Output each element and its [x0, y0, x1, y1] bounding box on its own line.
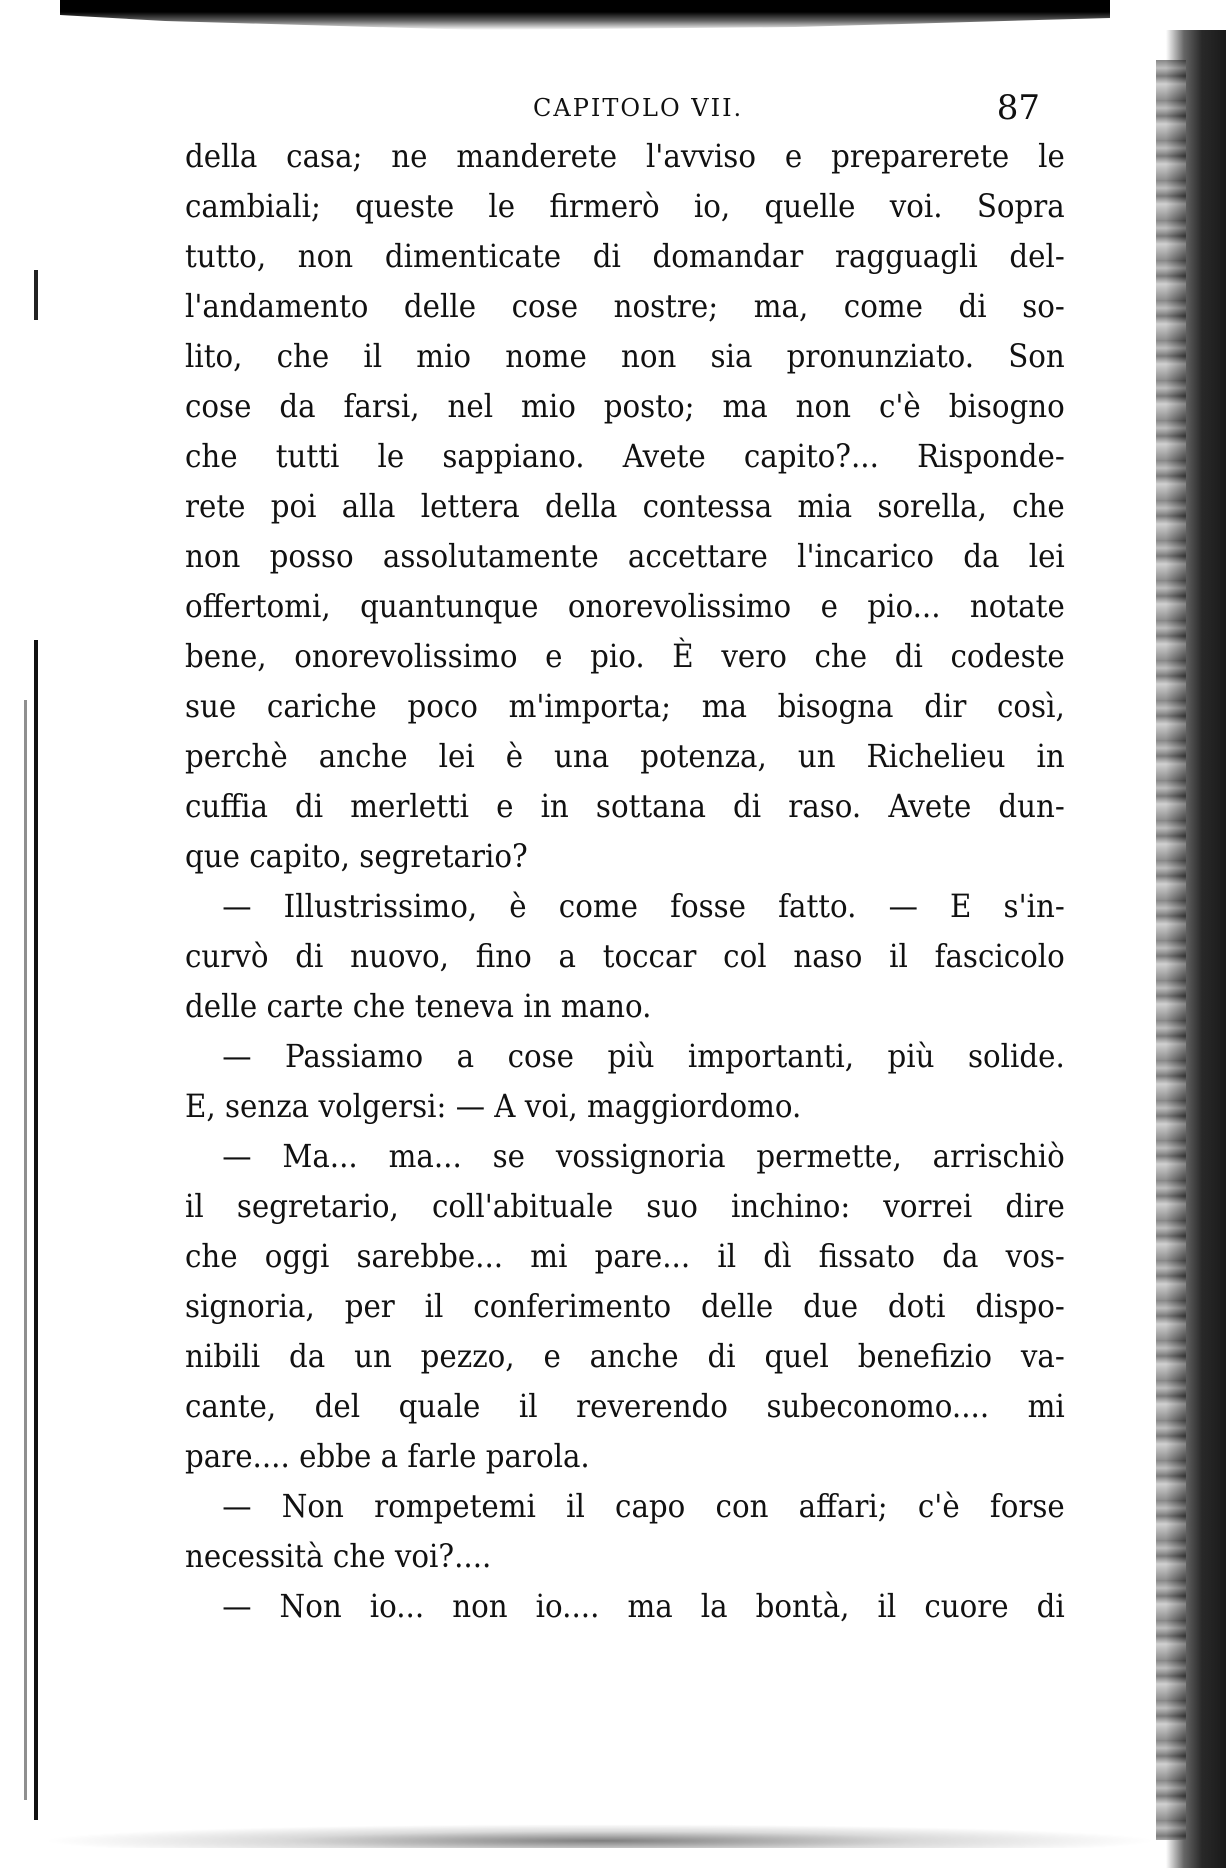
scan-edge-bottom [40, 1824, 1160, 1848]
text-line: perchè anche lei è una potenza, un Richelieu in [185, 739, 1065, 775]
text-line: — Ma... ma... se vossignoria permette, arrischiò [222, 1139, 1065, 1175]
text-line: E, senza volgersi: — A voi, maggiordomo. [185, 1089, 802, 1125]
text-line: — Illustrissimo, è come fosse fatto. — E s'in- [222, 889, 1065, 925]
text-line: sue cariche poco m'importa; ma bisogna dir così, [185, 689, 1065, 725]
running-title: CAPITOLO VII. [533, 94, 744, 122]
text-line: tutto, non dimenticate di domandar ragguagli del- [185, 239, 1065, 275]
text-line: il segretario, coll'abituale suo inchino: vorrei dire [185, 1189, 1065, 1225]
text-line: — Non io... non io.... ma la bontà, il cuore di [222, 1589, 1065, 1625]
text-line: bene, onorevolissimo e pio. È vero che di codeste [185, 639, 1065, 675]
scan-edge-right-texture [1156, 60, 1186, 1840]
scan-edge-left [34, 640, 38, 1820]
page-number: 87 [996, 88, 1040, 128]
text-line: — Non rompetemi il capo con affari; c'è forse [222, 1489, 1065, 1525]
scan-mark-left [34, 270, 38, 320]
scan-edge-top [60, 0, 1110, 30]
text-line: della casa; ne manderete l'avviso e preparerete le [185, 139, 1065, 175]
text-line: delle carte che teneva in mano. [185, 989, 652, 1025]
text-line: que capito, segretario? [185, 839, 528, 875]
page-header [188, 88, 1058, 128]
text-line: cambiali; queste le firmerò io, quelle voi. Sopra [185, 189, 1065, 225]
text-line: cante, del quale il reverendo subeconomo.... mi [185, 1389, 1065, 1425]
text-line: pare.... ebbe a farle parola. [185, 1439, 590, 1475]
text-line: lito, che il mio nome non sia pronunziato. Son [185, 339, 1065, 375]
text-line: curvò di nuovo, fino a toccar col naso il fascicolo [185, 939, 1065, 975]
text-line: non posso assolutamente accettare l'incarico da lei [185, 539, 1065, 575]
text-line: necessità che voi?.... [185, 1539, 492, 1575]
scan-edge-left-shadow [24, 700, 27, 1800]
text-line: — Passiamo a cose più importanti, più solide. [222, 1039, 1065, 1075]
text-line: cose da farsi, nel mio posto; ma non c'è bisogno [185, 389, 1065, 425]
text-line: rete poi alla lettera della contessa mia sorella, che [185, 489, 1065, 525]
text-line: nibili da un pezzo, e anche di quel benefizio va- [185, 1339, 1065, 1375]
text-line: che oggi sarebbe... mi pare... il dì fissato da vos- [185, 1239, 1065, 1275]
text-line: l'andamento delle cose nostre; ma, come di so- [185, 289, 1065, 325]
text-line: cuffia di merletti e in sottana di raso. Avete dun- [185, 789, 1065, 825]
text-line: offertomi, quantunque onorevolissimo e pio... notate [185, 589, 1065, 625]
body-text [185, 132, 1065, 1632]
text-line: signoria, per il conferimento delle due doti dispo- [185, 1289, 1065, 1325]
text-line: che tutti le sappiano. Avete capito?... Risponde- [185, 439, 1065, 475]
